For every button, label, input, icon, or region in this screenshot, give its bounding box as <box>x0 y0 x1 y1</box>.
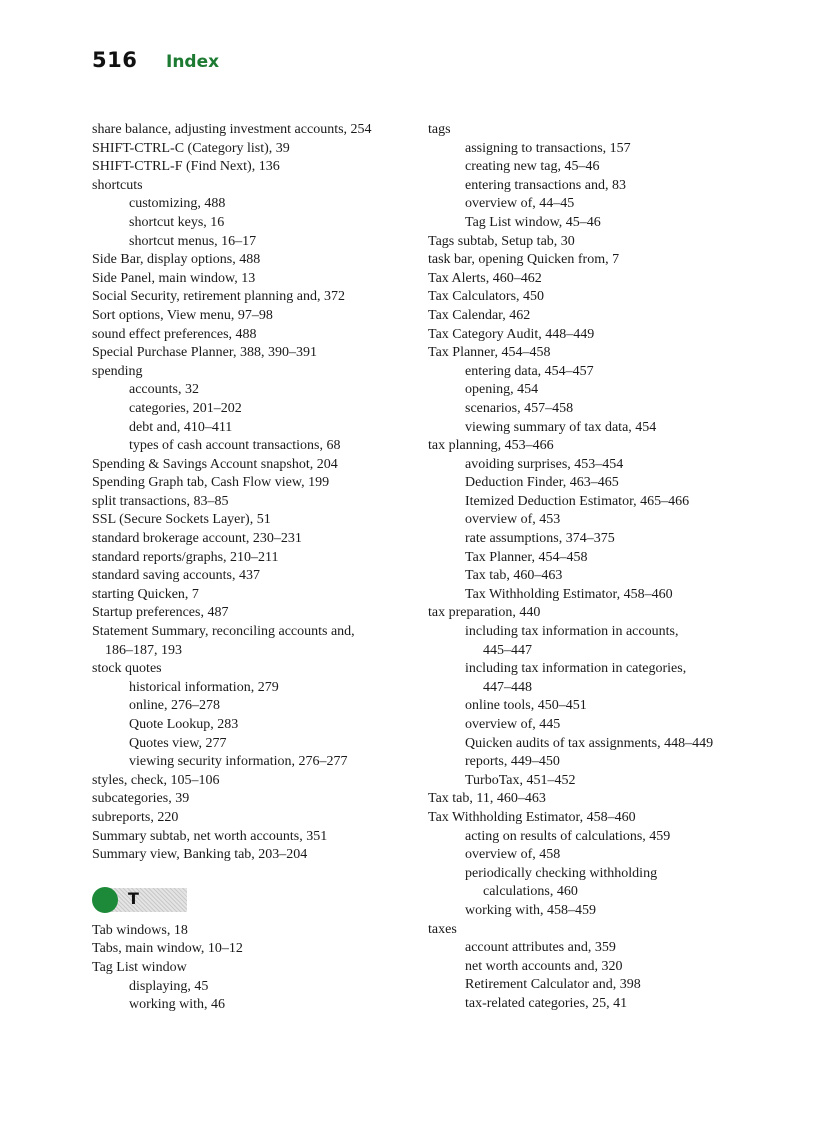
index-subentry: Tax Planner, 454–458 <box>465 549 588 565</box>
index-subentry: viewing security information, 276–277 <box>129 754 348 770</box>
index-subentry: working with, 458–459 <box>465 902 597 918</box>
index-subentry: overview of, 445 <box>465 717 561 732</box>
index-entry: stock quotes <box>92 661 162 677</box>
index-subentry: online tools, 450–451 <box>465 698 587 714</box>
index-subentry: Tag List window, 45–46 <box>465 214 601 230</box>
index-subentry: tax-related categories, 25, 41 <box>465 995 628 1011</box>
index-entry: Summary subtab, net worth accounts, 351 <box>92 828 328 844</box>
index-group-t <box>92 922 412 1015</box>
index-subentry: periodically checking withholding <box>465 865 658 881</box>
right-column <box>428 121 758 1014</box>
index-entry: Spending Graph tab, Cash Flow view, 199 <box>92 475 330 491</box>
index-subentry: Quicken audits of tax assignments, 448–449 <box>465 735 714 751</box>
index-entry: Side Bar, display options, 488 <box>92 252 261 268</box>
index-entry: standard saving accounts, 437 <box>92 568 260 584</box>
index-subentry: net worth accounts and, 320 <box>465 958 623 974</box>
index-entry: Tabs, main window, 10–12 <box>92 941 243 957</box>
index-entry: Tax Planner, 454–458 <box>428 345 551 361</box>
index-entry: standard brokerage account, 230–231 <box>92 531 302 547</box>
index-entry-continuation: 445–447 <box>483 642 532 658</box>
index-subentry: reports, 449–450 <box>465 754 560 770</box>
left-column <box>92 121 412 1015</box>
index-entry: taxes <box>428 921 457 937</box>
index-subentry: accounts, 32 <box>129 382 199 398</box>
index-entry: standard reports/graphs, 210–211 <box>92 549 279 565</box>
index-subentry: scenarios, 457–458 <box>465 400 574 416</box>
index-entry: spending <box>92 363 143 379</box>
index-entry: Tab windows, 18 <box>92 922 188 938</box>
index-subentry: types of cash account transactions, 68 <box>129 438 341 454</box>
index-subentry: categories, 201–202 <box>129 400 242 416</box>
index-subentry: opening, 454 <box>465 382 539 398</box>
index-subentry: Tax tab, 460–463 <box>465 568 563 584</box>
index-entry: Tax Calendar, 462 <box>428 307 531 323</box>
index-subentry: viewing summary of tax data, 454 <box>465 419 657 435</box>
page-title: Index <box>166 52 220 72</box>
index-subentry: shortcut keys, 16 <box>129 214 225 230</box>
index-entry: split transactions, 83–85 <box>92 493 229 509</box>
index-subentry: account attributes and, 359 <box>465 940 616 956</box>
index-entry-continuation: 447–448 <box>483 679 532 695</box>
index-subentry: creating new tag, 45–46 <box>465 159 600 175</box>
index-entry: tax preparation, 440 <box>428 605 541 621</box>
index-subentry: including tax information in categories, <box>465 661 687 677</box>
index-subentry: overview of, 458 <box>465 847 561 863</box>
index-subentry: online, 276–278 <box>129 698 220 714</box>
index-group-right <box>428 121 758 1014</box>
page-number: 516 <box>92 48 138 72</box>
index-entry: Summary view, Banking tab, 203–204 <box>92 847 308 863</box>
index-subentry: overview of, 44–45 <box>465 196 575 212</box>
index-subentry: including tax information in accounts, <box>465 624 679 640</box>
index-entry-continuation: calculations, 460 <box>483 884 578 900</box>
index-subentry: historical information, 279 <box>129 679 279 695</box>
index-entry: SHIFT-CTRL-F (Find Next), 136 <box>92 159 280 175</box>
index-entry: Tax Alerts, 460–462 <box>428 270 542 286</box>
index-entry: subreports, 220 <box>92 809 179 825</box>
index-subentry: assigning to transactions, 157 <box>465 140 631 156</box>
index-subentry: displaying, 45 <box>129 978 209 994</box>
index-entry: starting Quicken, 7 <box>92 586 199 602</box>
index-entry: tags <box>428 122 451 137</box>
index-entry: Startup preferences, 487 <box>92 605 229 621</box>
index-subentry: overview of, 453 <box>465 512 561 528</box>
index-entry: Tax tab, 11, 460–463 <box>428 791 546 807</box>
index-entry: shortcuts <box>92 177 143 193</box>
index-entry: Tax Calculators, 450 <box>428 289 545 305</box>
index-subentry: debt and, 410–411 <box>129 419 233 435</box>
index-subentry: Retirement Calculator and, 398 <box>465 977 641 993</box>
index-subentry: Tax Withholding Estimator, 458–460 <box>465 586 673 602</box>
index-entry: styles, check, 105–106 <box>92 772 220 788</box>
index-subentry: avoiding surprises, 453–454 <box>465 456 624 472</box>
index-group-s <box>92 121 412 865</box>
index-subentry: acting on results of calculations, 459 <box>465 828 671 844</box>
index-entry: Statement Summary, reconciling accounts and, <box>92 624 355 640</box>
index-entry: Tag List window <box>92 959 187 975</box>
index-entry: sound effect preferences, 488 <box>92 326 257 342</box>
index-subentry: Itemized Deduction Estimator, 465–466 <box>465 493 690 509</box>
index-entry: Side Panel, main window, 13 <box>92 270 256 286</box>
index-entry: SHIFT-CTRL-C (Category list), 39 <box>92 140 290 156</box>
index-entry: Sort options, View menu, 97–98 <box>92 307 273 323</box>
index-entry: Spending & Savings Account snapshot, 204 <box>92 456 338 472</box>
index-entry: Tax Category Audit, 448–449 <box>428 326 595 342</box>
index-subentry: entering transactions and, 83 <box>465 177 626 193</box>
section-letter: T <box>128 888 139 908</box>
index-entry: SSL (Secure Sockets Layer), 51 <box>92 512 271 528</box>
section-heading-t <box>92 887 412 914</box>
index-subentry: entering data, 454–457 <box>465 363 594 379</box>
index-subentry: shortcut menus, 16–17 <box>129 233 257 249</box>
index-entry: task bar, opening Quicken from, 7 <box>428 252 620 268</box>
index-subentry: rate assumptions, 374–375 <box>465 531 615 547</box>
index-subentry: Quotes view, 277 <box>129 735 227 751</box>
section-dot-icon <box>92 887 118 913</box>
index-subentry: Deduction Finder, 463–465 <box>465 475 619 491</box>
index-entry: share balance, adjusting investment accounts, 254 <box>92 122 372 137</box>
index-subentry: TurboTax, 451–452 <box>465 772 576 788</box>
index-entry: tax planning, 453–466 <box>428 438 554 454</box>
index-subentry: customizing, 488 <box>129 196 226 212</box>
index-entry: Special Purchase Planner, 388, 390–391 <box>92 345 317 361</box>
index-entry: Social Security, retirement planning and, 372 <box>92 289 345 305</box>
index-subentry: working with, 46 <box>129 997 226 1013</box>
index-entry-continuation: 186–187, 193 <box>105 642 182 658</box>
index-entry: Tags subtab, Setup tab, 30 <box>428 233 575 249</box>
index-subentry: Quote Lookup, 283 <box>129 717 239 732</box>
index-entry: Tax Withholding Estimator, 458–460 <box>428 809 636 825</box>
index-entry: subcategories, 39 <box>92 791 190 807</box>
